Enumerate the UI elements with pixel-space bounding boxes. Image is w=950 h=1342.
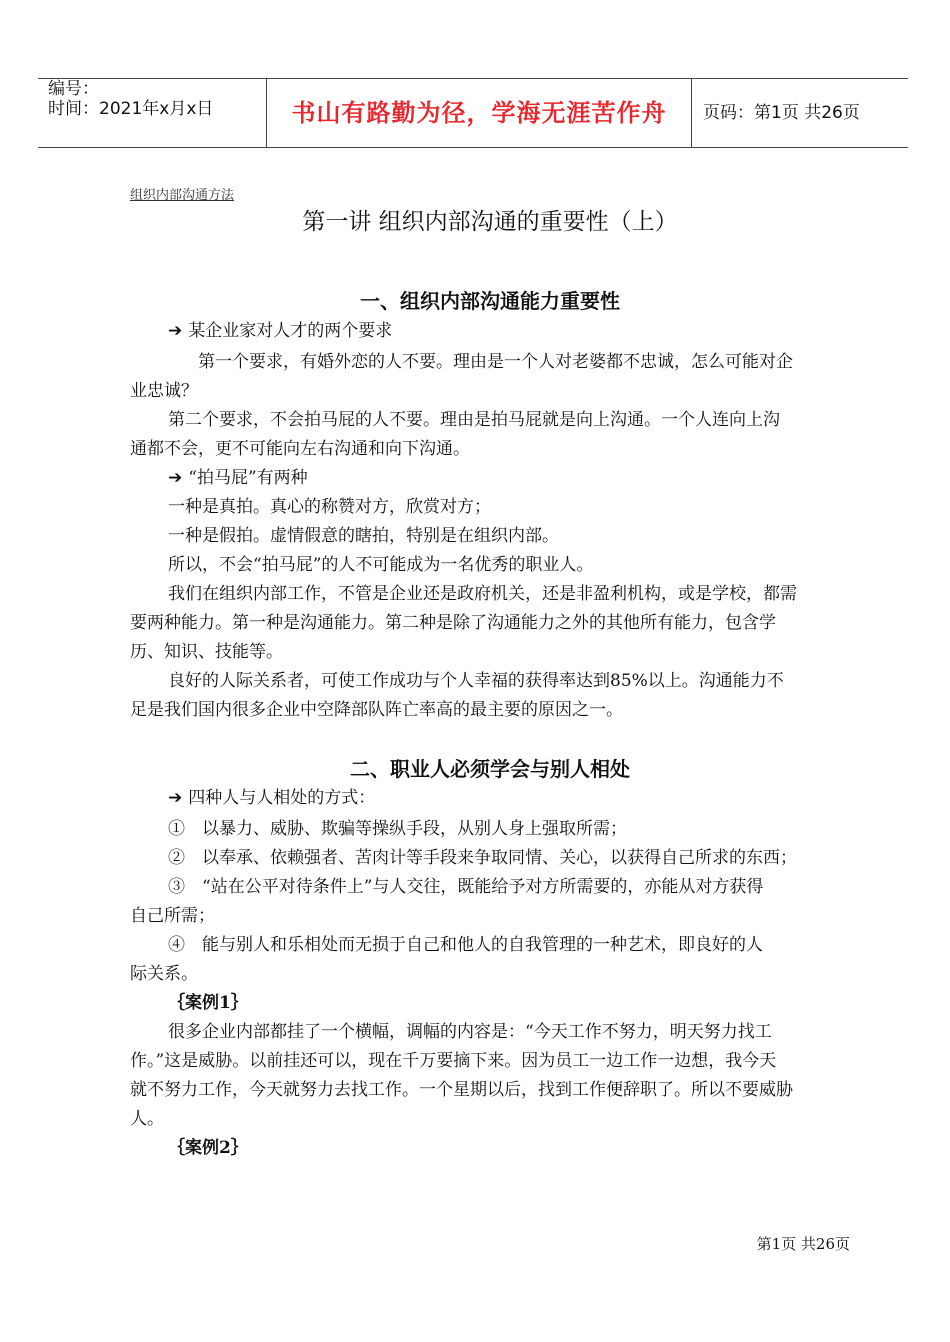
list-item-continuation: 际关系。 — [130, 964, 198, 984]
list-item: ① 以暴力、威胁、欺骗等操纵手段，从别人身上强取所需； — [168, 819, 627, 839]
bullet-text: 某企业家对人才的两个要求 — [188, 321, 393, 341]
paragraph-line: 第一个要求，有婚外恋的人不要。理由是一个人对老婆都不忠诚，怎么可能对企 — [198, 352, 793, 372]
list-item-continuation: 自己所需； — [130, 906, 215, 926]
paragraph-line: 要两种能力。第一种是沟通能力。第二种是除了沟通能力之外的其他所有能力，包含学 — [130, 613, 776, 633]
paragraph-line: 第二个要求，不会拍马屁的人不要。理由是拍马屁就是向上沟通。一个人连向上沟 — [168, 410, 780, 430]
section-heading-1: 一、组织内部沟通能力重要性 — [360, 289, 620, 313]
paragraph-line: 业忠诚？ — [130, 381, 198, 401]
bullet-line — [130, 320, 888, 342]
arrow-right-icon: ➔ — [168, 788, 183, 808]
header-motto: 书山有路勤为径，学海无涯苦作舟 — [291, 98, 667, 127]
list-item: ② 以奉承、依赖强者、苦肉计等手段来争取同情、关心，以获得自己所求的东西； — [168, 848, 797, 868]
bullet-line — [130, 787, 888, 809]
number-label: 编号： — [48, 79, 99, 99]
paragraph-line: 足是我们国内很多企业中空降部队阵亡率高的最主要的原因之一。 — [130, 700, 623, 720]
paragraph-line: 通都不会，更不可能向左右沟通和向下沟通。 — [130, 439, 470, 459]
page-title: 第一讲 组织内部沟通的重要性（上） — [302, 209, 678, 235]
paragraph-line: 就不努力工作，今天就努力去找工作。一个星期以后，找到工作便辞职了。所以不要威胁 — [130, 1080, 793, 1100]
paragraph-line: 作。”这是威胁。以前挂还可以，现在千万要摘下来。因为员工一边工作一边想，我今天 — [130, 1051, 777, 1071]
section-heading-2: 二、职业人必须学会与别人相处 — [350, 757, 630, 781]
page-footer: 第1页 共26页 — [756, 1235, 850, 1253]
paragraph-line: 所以，不会“拍马屁”的人不可能成为一名优秀的职业人。 — [168, 555, 594, 575]
case-label: ｛案例1｝ — [168, 993, 248, 1013]
paragraph-line: 历、知识、技能等。 — [130, 642, 283, 662]
paragraph-line: 良好的人际关系者，可使工作成功与个人幸福的获得率达到85%以上。沟通能力不 — [168, 671, 784, 691]
arrow-right-icon: ➔ — [168, 468, 183, 488]
arrow-right-icon: ➔ — [168, 321, 183, 341]
paragraph-line: 很多企业内部都挂了一个横幅，调幅的内容是：“今天工作不努力，明天努力找工 — [168, 1022, 772, 1042]
header-page-number: 页码：第1页 共26页 — [703, 103, 860, 123]
paragraph-line: 一种是真拍。真心的称赞对方，欣赏对方； — [168, 497, 491, 517]
paragraph-line: 我们在组织内部工作，不管是企业还是政府机关，还是非盈利机构，或是学校，都需 — [168, 584, 797, 604]
bullet-text: “拍马屁”有两种 — [188, 468, 308, 488]
header-divider — [691, 79, 692, 147]
paragraph-line: 一种是假拍。虚情假意的瞎拍，特别是在组织内部。 — [168, 526, 559, 546]
list-item: ③ “站在公平对待条件上”与人交往，既能给予对方所需要的，亦能从对方获得 — [168, 877, 764, 897]
paragraph-line: 人。 — [130, 1109, 164, 1129]
breadcrumb[interactable]: 组织内部沟通方法 — [130, 188, 235, 203]
page-header — [38, 78, 908, 148]
list-item: ④ 能与别人和乐相处而无损于自己和他人的自我管理的一种艺术，即良好的人 — [168, 935, 763, 955]
time-label: 时间：2021年x月x日 — [48, 99, 214, 119]
bullet-text: 四种人与人相处的方式： — [188, 788, 376, 808]
header-meta — [48, 79, 268, 119]
bullet-line — [130, 467, 888, 489]
case-label: ｛案例2｝ — [168, 1138, 248, 1158]
